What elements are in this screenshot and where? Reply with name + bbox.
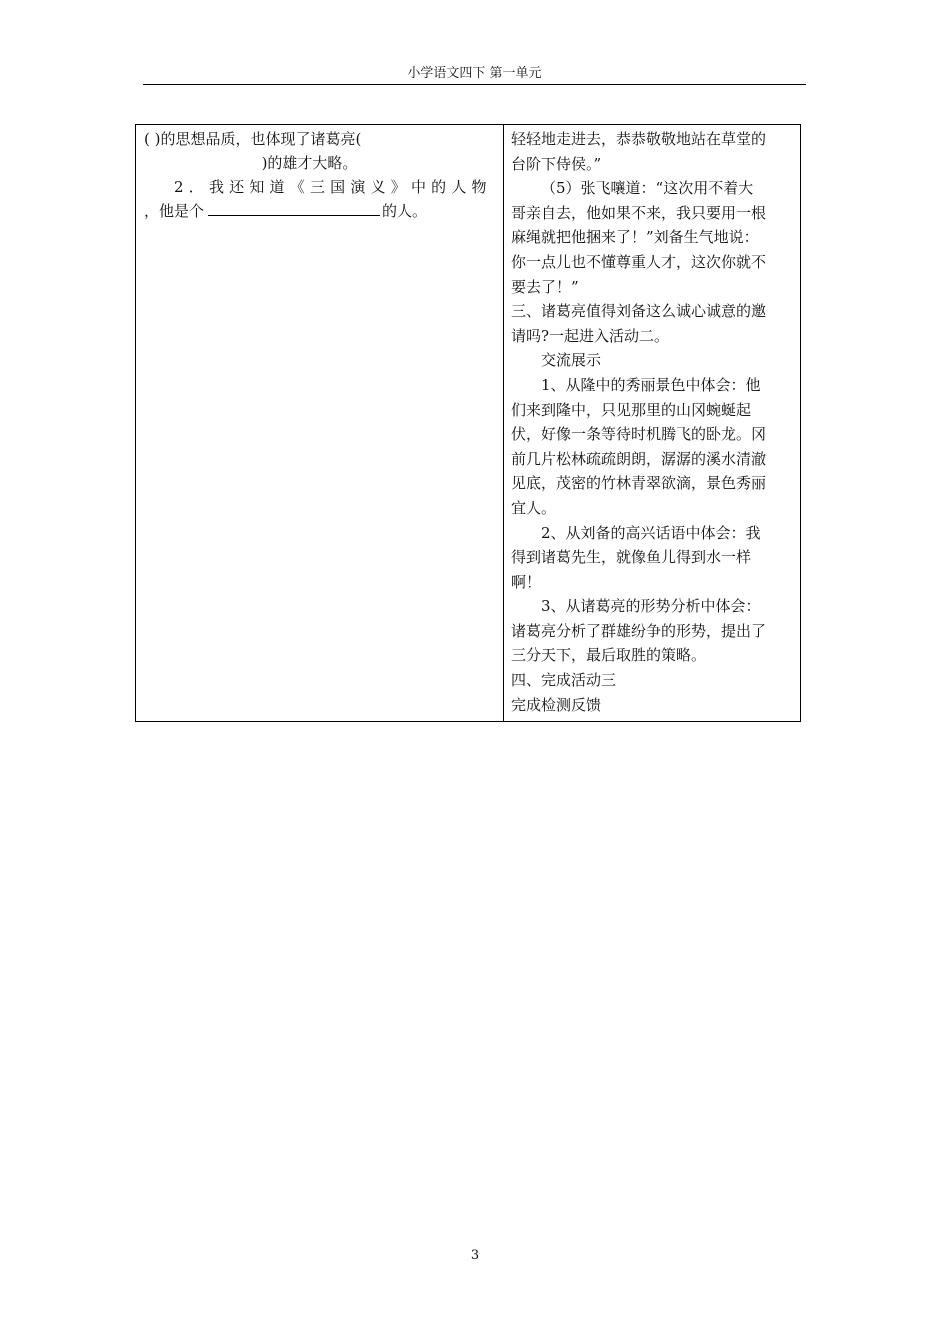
right-line: 要去了！” bbox=[511, 277, 579, 296]
right-line: 交流展示 bbox=[541, 351, 602, 370]
right-line: 啊！ bbox=[511, 572, 542, 591]
page-header: 小学语文四下 第一单元 bbox=[143, 64, 806, 85]
right-line: 你一点儿也不懂尊重人才，这次你就不 bbox=[511, 252, 767, 271]
left-line-4 bbox=[144, 199, 495, 223]
right-line: 诸葛亮分析了群雄纷争的形势，提出了 bbox=[511, 621, 767, 640]
right-line: 见底，茂密的竹林青翠欲滴，景色秀丽 bbox=[511, 474, 767, 493]
right-line: 四、完成活动三 bbox=[511, 671, 617, 690]
left-line-3: 2．我还知道《三国演义》中的人物 bbox=[174, 178, 492, 196]
right-line: 哥亲自去，他如果不来，我只要用一根 bbox=[511, 203, 767, 222]
right-line: 3、从诸葛亮的形势分析中体会： bbox=[541, 597, 761, 616]
right-line: 台阶下侍侯。” bbox=[511, 154, 602, 173]
right-line: 三、诸葛亮值得刘备这么诚心诚意的邀 bbox=[511, 302, 767, 321]
right-line: 轻轻地走进去，恭恭敬敬地站在草堂的 bbox=[511, 130, 767, 148]
right-line: 三分天下，最后取胜的策略。 bbox=[511, 646, 707, 665]
left-line-1: ( )的思想品质，也体现了诸葛亮( bbox=[144, 130, 362, 148]
lesson-table bbox=[135, 124, 801, 722]
right-line: 完成检测反馈 bbox=[511, 695, 602, 714]
right-line: 请吗?一起进入活动二。 bbox=[511, 326, 670, 345]
left-line-4-suffix: 的人。 bbox=[382, 202, 428, 220]
page-number: 3 bbox=[470, 1248, 480, 1263]
right-line: 2、从刘备的高兴话语中体会：我 bbox=[541, 523, 761, 542]
answer-blank[interactable] bbox=[208, 200, 380, 216]
right-cell bbox=[504, 125, 800, 721]
right-line: 麻绳就把他捆来了！”刘备生气地说： bbox=[511, 228, 759, 247]
right-line: 得到诸葛先生，就像鱼儿得到水一样 bbox=[511, 548, 752, 567]
left-cell bbox=[136, 125, 504, 721]
left-line-2: )的雄才大略。 bbox=[261, 154, 358, 172]
right-line: 1、从隆中的秀丽景色中体会：他 bbox=[541, 375, 761, 394]
right-line: 伏，好像一条等待时机腾飞的卧龙。冈 bbox=[511, 425, 767, 444]
right-line: 前几片松林疏疏朗朗，潺潺的溪水清澈 bbox=[511, 449, 767, 468]
left-line-4-prefix: ，他是个 bbox=[144, 202, 205, 220]
right-line: （5）张飞嚷道：“这次用不着大 bbox=[541, 179, 754, 198]
right-line: 们来到隆中，只见那里的山冈蜿蜒起 bbox=[511, 400, 752, 419]
right-line: 宜人。 bbox=[511, 498, 557, 517]
